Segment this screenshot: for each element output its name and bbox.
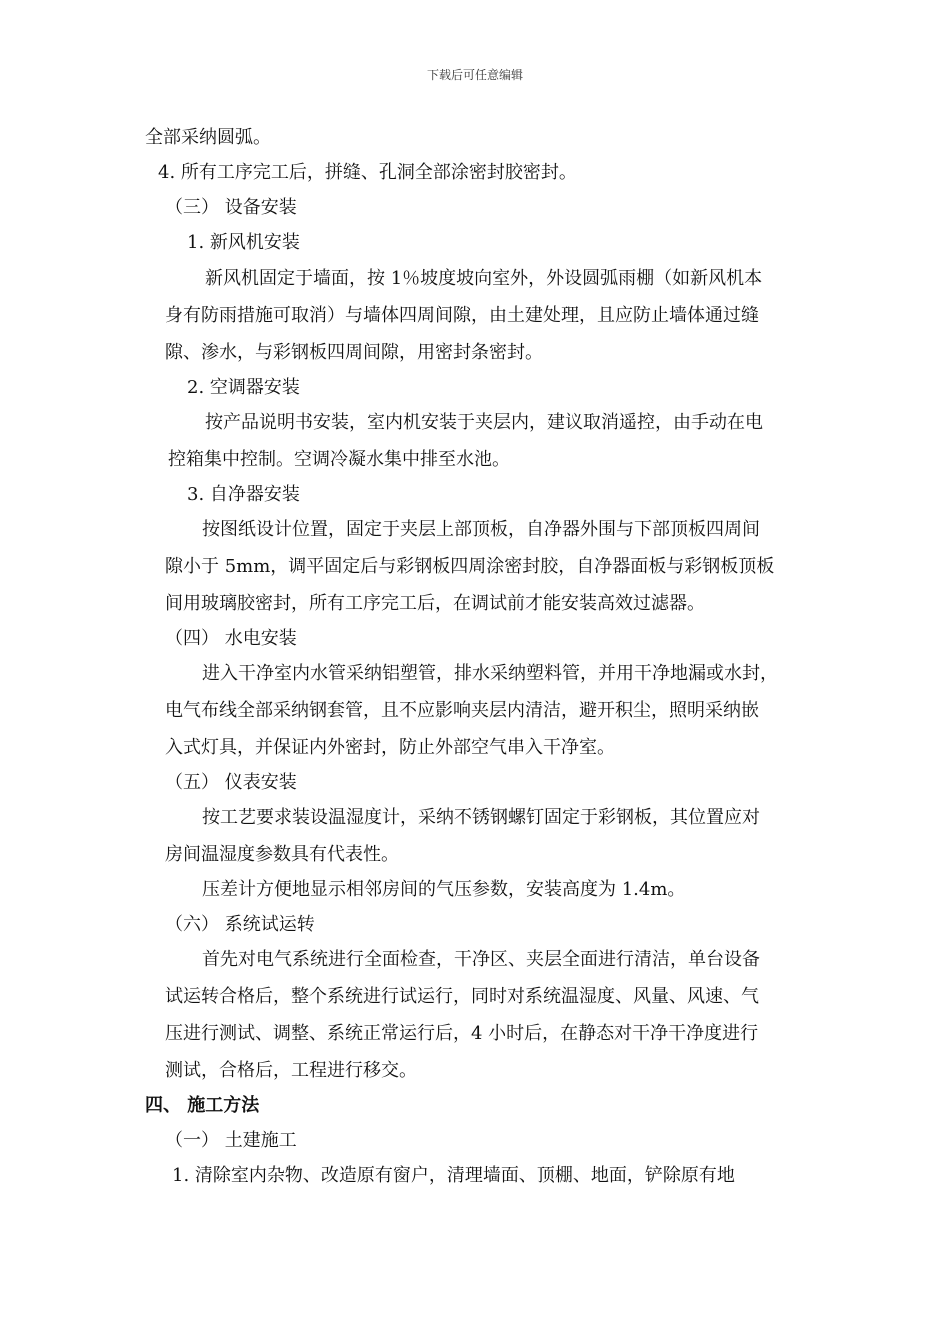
text-line: 身有防雨措施可取消）与墙体四周间隙，由土建处理，且应防止墙体通过缝 <box>165 305 759 326</box>
section-heading: （三） 设备安装 <box>165 197 297 218</box>
text-line: 首先对电气系统进行全面检查，干净区、夹层全面进行清洁，单台设备 <box>202 949 760 970</box>
subsection-heading: 2. 空调器安装 <box>187 377 300 398</box>
text-line: 间用玻璃胶密封，所有工序完工后，在调试前才能安装高效过滤器。 <box>165 593 705 614</box>
subsection-heading: 3. 自净器安装 <box>187 484 300 505</box>
list-item: 4. 所有工序完工后，拼缝、孔洞全部涂密封胶密封。 <box>158 162 577 183</box>
text-line: 按图纸设计位置，固定于夹层上部顶板，自净器外围与下部顶板四周间 <box>202 519 760 540</box>
section-heading: （一） 土建施工 <box>165 1130 297 1151</box>
section-heading: （六） 系统试运转 <box>165 914 315 935</box>
text-line: 控箱集中控制。空调冷凝水集中排至水池。 <box>168 449 510 470</box>
page-header: 下载后可任意编辑 <box>426 68 523 82</box>
text-line: 试运转合格后，整个系统进行试运行，同时对系统温湿度、风量、风速、气 <box>165 986 759 1007</box>
list-item: 1. 清除室内杂物、改造原有窗户，清理墙面、顶棚、地面，铲除原有地 <box>172 1165 735 1186</box>
text-line: 隙、渗水，与彩钢板四周间隙，用密封条密封。 <box>165 342 543 363</box>
text-line: 按工艺要求装设温湿度计，采纳不锈钢螺钉固定于彩钢板，其位置应对 <box>202 807 760 828</box>
section-heading: （四） 水电安装 <box>165 628 297 649</box>
section-heading: （五） 仪表安装 <box>165 772 297 793</box>
text-line: 房间温湿度参数具有代表性。 <box>165 844 399 865</box>
text-line: 压进行测试、调整、系统正常运行后，4 小时后，在静态对干净干净度进行 <box>165 1023 759 1044</box>
text-line: 新风机固定于墙面，按 1％坡度坡向室外，外设圆弧雨棚（如新风机本 <box>205 268 763 289</box>
text-line: 按产品说明书安装，室内机安装于夹层内，建议取消遥控，由手动在电 <box>205 412 763 433</box>
text-line: 入式灯具，并保证内外密封，防止外部空气串入干净室。 <box>165 737 615 758</box>
text-line: 全部采纳圆弧。 <box>145 127 271 148</box>
subsection-heading: 1. 新风机安装 <box>187 232 300 253</box>
text-line: 电气布线全部采纳钢套管，且不应影响夹层内清洁，避开积尘，照明采纳嵌 <box>165 700 759 721</box>
text-line: 进入干净室内水管采纳铝塑管，排水采纳塑料管，并用干净地漏或水封， <box>202 663 778 684</box>
text-line: 测试，合格后，工程进行移交。 <box>165 1060 417 1081</box>
text-line: 压差计方便地显示相邻房间的气压参数，安装高度为 1.4m。 <box>202 879 686 900</box>
chapter-heading: 四、 施工方法 <box>145 1095 260 1116</box>
text-line: 隙小于 5mm，调平固定后与彩钢板四周涂密封胶，自净器面板与彩钢板顶板 <box>165 556 775 577</box>
